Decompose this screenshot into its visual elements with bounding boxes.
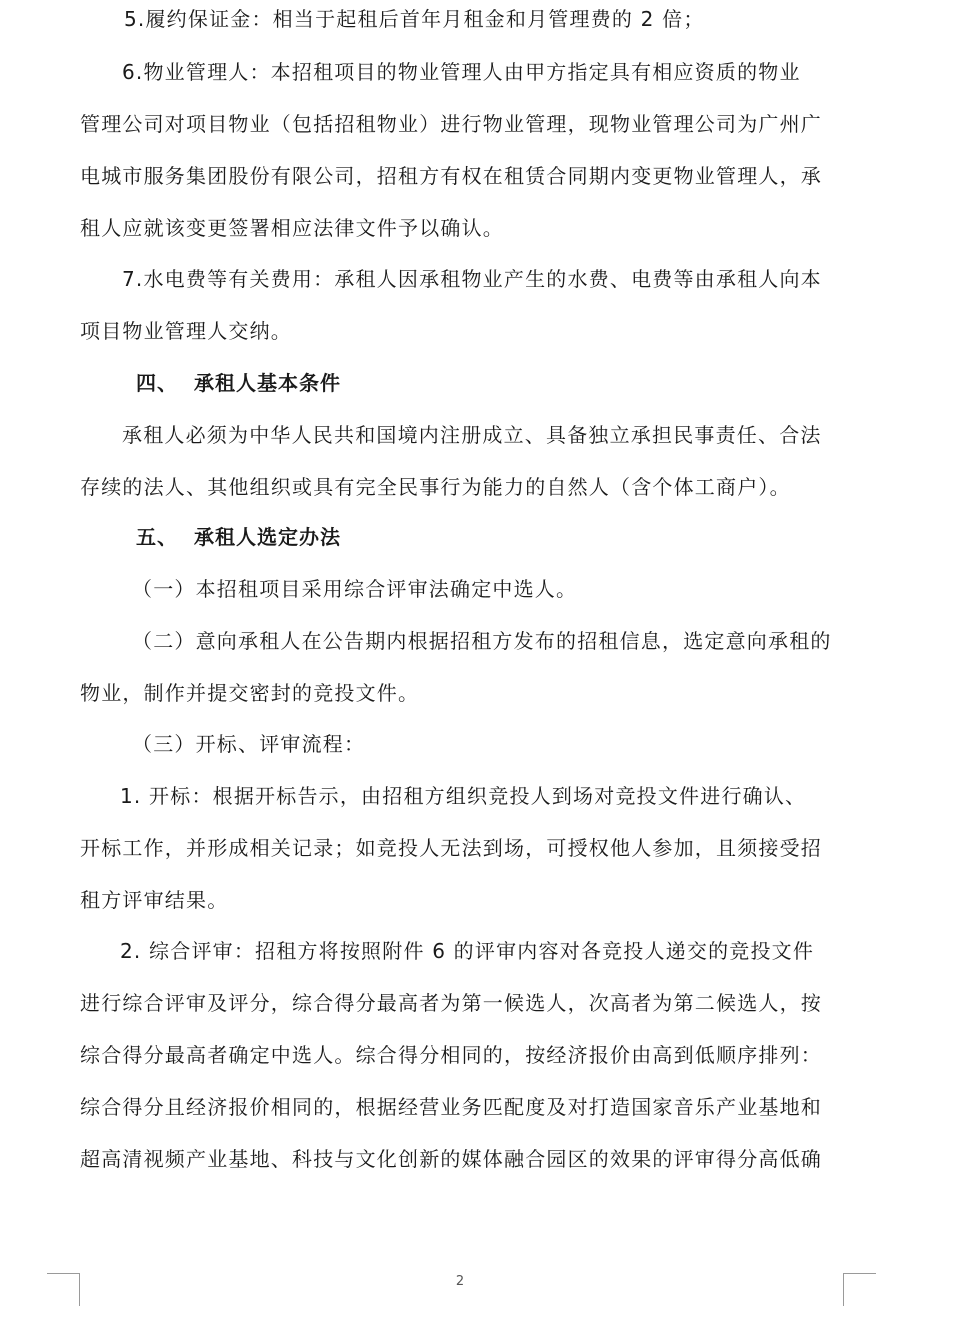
page-number: 2 bbox=[455, 1274, 465, 1289]
text-line: 存续的法人、其他组织或具有完全民事行为能力的自然人（含个体工商户）。 bbox=[80, 475, 791, 499]
text-line: 项目物业管理人交纳。 bbox=[80, 319, 292, 343]
text-line: 承租人必须为中华人民共和国境内注册成立、具备独立承担民事责任、合法 bbox=[122, 423, 822, 447]
text-line: 进行综合评审及评分，综合得分最高者为第一候选人，次高者为第二候选人，按 bbox=[80, 991, 822, 1015]
paragraph-deposit bbox=[124, 0, 843, 45]
text-line: 综合得分最高者确定中选人。综合得分相同的，按经济报价由高到低顺序排列： bbox=[80, 1043, 822, 1067]
section-number: 五、 bbox=[136, 525, 178, 549]
text-line: 租人应就该变更签署相应法律文件予以确认。 bbox=[80, 216, 504, 240]
paragraph-selection-1 bbox=[132, 563, 843, 615]
paragraph-selection-2 bbox=[80, 615, 843, 719]
text-line: （三）开标、评审流程： bbox=[132, 732, 366, 756]
text-line: 6.物业管理人：本招租项目的物业管理人由甲方指定具有相应资质的物业 bbox=[122, 60, 801, 84]
text-line: 物业，制作并提交密封的竞投文件。 bbox=[80, 681, 420, 705]
paragraph-utilities bbox=[80, 253, 843, 357]
text-line: 电城市服务集团股份有限公司，招租方有权在租赁合同期内变更物业管理人，承 bbox=[80, 164, 822, 188]
paragraph-tenant-requirements bbox=[80, 409, 843, 513]
paragraph-selection-3 bbox=[132, 718, 843, 770]
text-line: 2. 综合评审：招租方将按照附件 6 的评审内容对各竞投人递交的竞投文件 bbox=[120, 939, 815, 963]
paragraph-comprehensive-review bbox=[80, 925, 843, 1185]
text-line: 5.履约保证金：相当于起租后首年月租金和月管理费的 2 倍； bbox=[124, 7, 705, 31]
text-line: 7.水电费等有关费用：承租人因承租物业产生的水费、电费等由承租人向本 bbox=[122, 267, 822, 291]
paragraph-bid-opening bbox=[80, 770, 843, 926]
text-line: 开标工作，并形成相关记录；如竞投人无法到场，可授权他人参加，且须接受招 bbox=[80, 836, 822, 860]
section-title: 承租人基本条件 bbox=[194, 371, 341, 395]
section-heading-selection-method bbox=[80, 511, 843, 563]
text-line: 管理公司对项目物业（包括招租物业）进行物业管理，现物业管理公司为广州广 bbox=[80, 112, 822, 136]
page-corner-mark-right bbox=[843, 1273, 876, 1306]
text-line: 综合得分且经济报价相同的，根据经营业务匹配度及对打造国家音乐产业基地和 bbox=[80, 1095, 822, 1119]
text-line: （一）本招租项目采用综合评审法确定中选人。 bbox=[132, 577, 578, 601]
text-line: 1. 开标：根据开标告示，由招租方组织竞投人到场对竞投文件进行确认、 bbox=[120, 784, 807, 808]
paragraph-property-manager bbox=[80, 46, 843, 254]
section-number: 四、 bbox=[136, 371, 178, 395]
text-line: 超高清视频产业基地、科技与文化创新的媒体融合园区的效果的评审得分高低确 bbox=[80, 1147, 822, 1171]
section-heading-tenant-conditions bbox=[80, 357, 843, 409]
text-line: （二）意向承租人在公告期内根据招租方发布的招租信息，选定意向承租的 bbox=[132, 629, 832, 653]
text-line: 租方评审结果。 bbox=[80, 888, 229, 912]
section-title: 承租人选定办法 bbox=[194, 525, 341, 549]
page-corner-mark-left bbox=[47, 1273, 80, 1306]
